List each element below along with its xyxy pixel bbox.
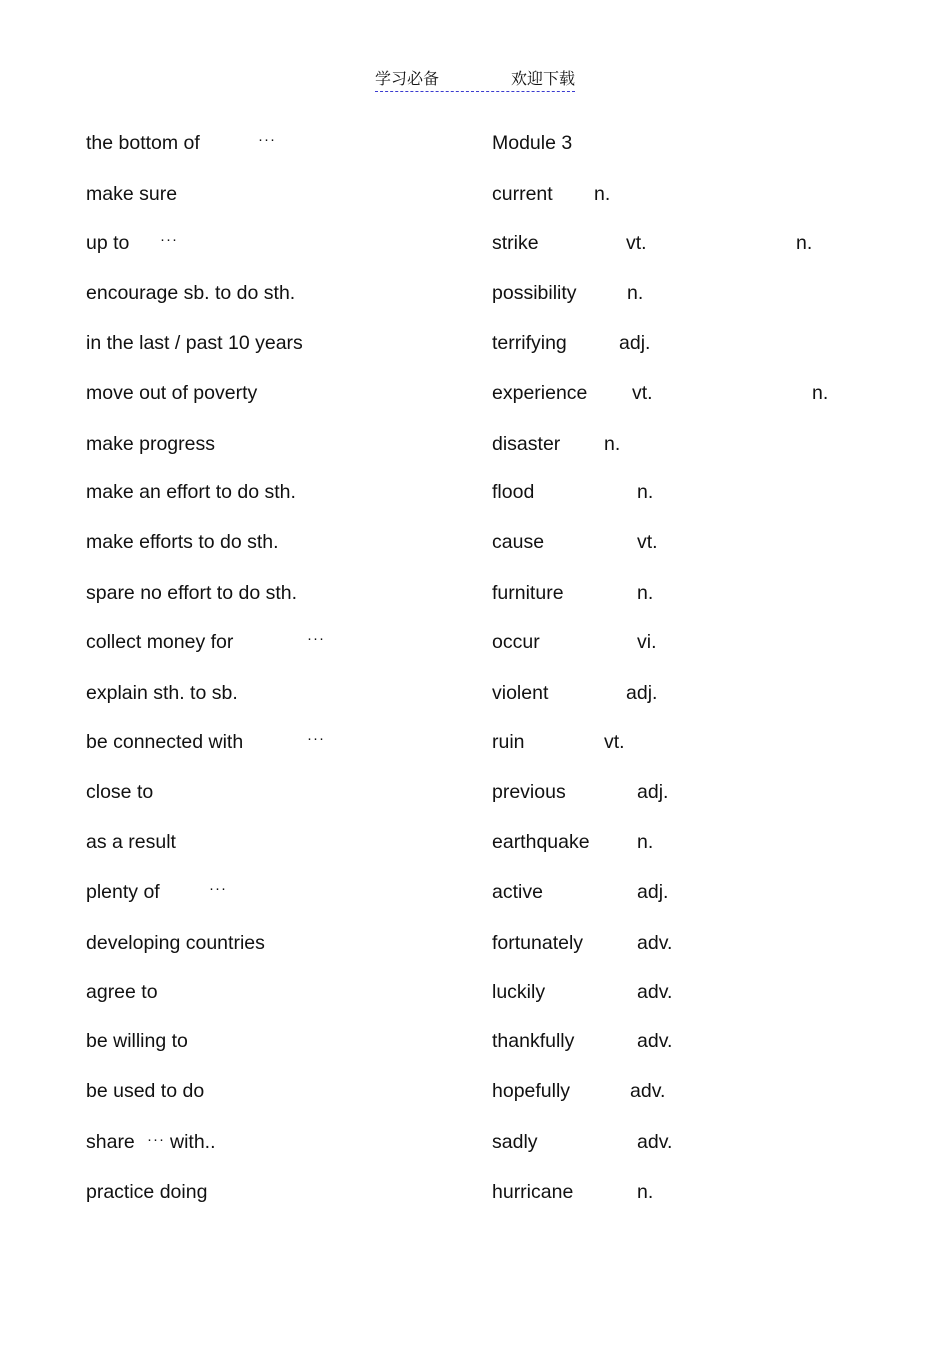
part-of-speech: n. bbox=[604, 433, 621, 455]
vocab-word: furniture bbox=[492, 582, 564, 604]
vocab-word: active bbox=[492, 881, 543, 903]
part-of-speech: vt. bbox=[604, 731, 625, 753]
part-of-speech: n. bbox=[627, 282, 644, 304]
part-of-speech: vt. bbox=[637, 531, 658, 553]
part-of-speech: n. bbox=[637, 481, 654, 503]
phrase: the bottom of bbox=[86, 132, 200, 154]
part-of-speech: adv. bbox=[637, 1030, 673, 1052]
vocab-word: disaster bbox=[492, 433, 561, 455]
vocab-word: terrifying bbox=[492, 332, 567, 354]
part-of-speech: adv. bbox=[637, 1131, 673, 1153]
phrase: make progress bbox=[86, 433, 215, 455]
phrase: developing countries bbox=[86, 932, 265, 954]
phrase: spare no effort to do sth. bbox=[86, 582, 298, 604]
phrase: agree to bbox=[86, 981, 158, 1003]
vocab-word: luckily bbox=[492, 981, 546, 1003]
vocab-word: occur bbox=[492, 631, 540, 653]
vocab-word: earthquake bbox=[492, 831, 590, 853]
ellipsis-mark: ··· bbox=[307, 730, 325, 747]
part-of-speech: adj. bbox=[637, 781, 669, 803]
phrase-suffix: with.. bbox=[170, 1131, 216, 1153]
phrase: make sure bbox=[86, 183, 178, 205]
phrase: up to bbox=[86, 232, 130, 254]
vocab-word: experience bbox=[492, 382, 588, 404]
part-of-speech: n. bbox=[594, 183, 611, 205]
phrase: move out of poverty bbox=[86, 382, 258, 404]
phrase: make efforts to do sth. bbox=[86, 531, 279, 553]
phrase: explain sth. to sb. bbox=[86, 682, 238, 704]
part-of-speech: adj. bbox=[626, 682, 658, 704]
vocab-word: flood bbox=[492, 481, 535, 503]
ellipsis-mark: ··· bbox=[258, 131, 276, 148]
part-of-speech: adv. bbox=[630, 1080, 666, 1102]
part-of-speech: n. bbox=[637, 831, 654, 853]
part-of-speech: vi. bbox=[637, 631, 657, 653]
vocab-word: current bbox=[492, 183, 553, 205]
part-of-speech: vt. bbox=[632, 382, 653, 404]
vocab-word: cause bbox=[492, 531, 545, 553]
ellipsis-mark: ··· bbox=[147, 1131, 165, 1148]
ellipsis-mark: ··· bbox=[160, 231, 178, 248]
vocab-word: possibility bbox=[492, 282, 577, 304]
phrase: share bbox=[86, 1131, 135, 1153]
vocab-word: hurricane bbox=[492, 1181, 574, 1203]
part-of-speech: n. bbox=[637, 1181, 654, 1203]
vocab-word: thankfully bbox=[492, 1030, 575, 1052]
ellipsis-mark: ··· bbox=[307, 630, 325, 647]
module-title: Module 3 bbox=[492, 132, 573, 154]
vocab-word: fortunately bbox=[492, 932, 584, 954]
phrase: in the last / past 10 years bbox=[86, 332, 303, 354]
vocab-word: sadly bbox=[492, 1131, 538, 1153]
phrase: encourage sb. to do sth. bbox=[86, 282, 296, 304]
vocab-word: violent bbox=[492, 682, 549, 704]
part-of-speech: n. bbox=[796, 232, 813, 254]
part-of-speech: n. bbox=[812, 382, 829, 404]
vocab-word: hopefully bbox=[492, 1080, 571, 1102]
phrase: practice doing bbox=[86, 1181, 208, 1203]
phrase: plenty of bbox=[86, 881, 160, 903]
header-right-text: 欢迎下载 bbox=[511, 69, 576, 88]
header-banner bbox=[375, 68, 575, 92]
part-of-speech: adj. bbox=[619, 332, 651, 354]
ellipsis-mark: ··· bbox=[209, 880, 227, 897]
phrase: make an effort to do sth. bbox=[86, 481, 296, 503]
part-of-speech: n. bbox=[637, 582, 654, 604]
phrase: as a result bbox=[86, 831, 176, 853]
vocab-word: strike bbox=[492, 232, 539, 254]
vocab-word: ruin bbox=[492, 731, 525, 753]
phrase: be connected with bbox=[86, 731, 244, 753]
part-of-speech: adv. bbox=[637, 932, 673, 954]
page-header bbox=[0, 68, 950, 92]
header-left-text: 学习必备 bbox=[374, 69, 439, 88]
phrase: be used to do bbox=[86, 1080, 205, 1102]
part-of-speech: adv. bbox=[637, 981, 673, 1003]
phrase: be willing to bbox=[86, 1030, 188, 1052]
part-of-speech: adj. bbox=[637, 881, 669, 903]
part-of-speech: vt. bbox=[626, 232, 647, 254]
vocab-word: previous bbox=[492, 781, 566, 803]
phrase: collect money for bbox=[86, 631, 234, 653]
phrase: close to bbox=[86, 781, 154, 803]
